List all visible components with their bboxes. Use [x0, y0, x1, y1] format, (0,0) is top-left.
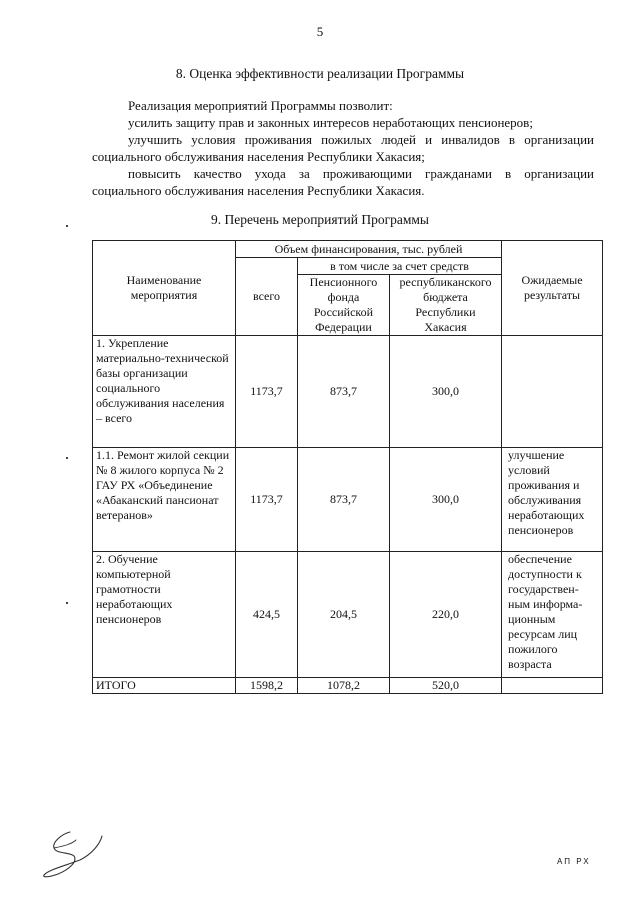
row-name: 2. Обучение компьютерной грамотности неработающих пенсионеров [93, 552, 236, 678]
table-row [93, 448, 603, 552]
row-results: обеспечение доступности к государствен-ным информа-ционным ресурсам лиц пожилого возраста [502, 552, 603, 678]
totals-results [502, 678, 603, 694]
row-total: 1173,7 [236, 448, 298, 552]
header-including: в том числе за счет средств [298, 258, 502, 275]
header-total: всего [236, 258, 298, 336]
row-republic-budget: 220,0 [390, 552, 502, 678]
table-row [93, 552, 603, 678]
totals-pension-fund: 1078,2 [298, 678, 390, 694]
section-8-item-2-cont: социального обслуживания населения Республики Хакасия; [92, 149, 425, 164]
section-8-intro: Реализация мероприятий Программы позволит: [128, 98, 393, 113]
footer-mark: АП РХ [557, 857, 591, 866]
header-name: Наименование мероприятия [93, 241, 236, 336]
row-results [502, 336, 603, 448]
section-8-item-1: усилить защиту прав и законных интересов неработающих пенсионеров; [128, 115, 533, 130]
section-8-item-3-cont: социального обслуживания населения Республики Хакасия. [92, 183, 425, 198]
header-financing: Объем финансирования, тыс. рублей [236, 241, 502, 258]
header-republic-budget: республиканского бюджета Республики Хакасия [390, 275, 502, 336]
section-8-item-3: повысить качество ухода за проживающими гражданами в организации [128, 166, 594, 181]
scan-speck [66, 602, 68, 604]
row-pension-fund: 873,7 [298, 336, 390, 448]
row-total: 424,5 [236, 552, 298, 678]
totals-republic-budget: 520,0 [390, 678, 502, 694]
section-8-title: 8. Оценка эффективности реализации Программы [175, 66, 465, 81]
totals-total: 1598,2 [236, 678, 298, 694]
scan-speck [66, 225, 68, 227]
row-republic-budget: 300,0 [390, 336, 502, 448]
scan-speck [66, 457, 68, 459]
row-total: 1173,7 [236, 336, 298, 448]
section-8-item-2: улучшить условия проживания пожилых людей и инвалидов в организации [128, 132, 594, 147]
row-name: 1.1. Ремонт жилой секции № 8 жилого корпуса № 2 ГАУ РХ «Объединение «Абаканский пансионат ветеранов» [93, 448, 236, 552]
program-measures-table [92, 240, 603, 694]
header-pension-fund: Пенсионного фонда Российской Федерации [298, 275, 390, 336]
totals-row [93, 678, 603, 694]
signature-mark [40, 826, 110, 888]
page-number: 5 [316, 24, 324, 39]
row-pension-fund: 204,5 [298, 552, 390, 678]
table-row [93, 336, 603, 448]
row-republic-budget: 300,0 [390, 448, 502, 552]
row-pension-fund: 873,7 [298, 448, 390, 552]
header-results: Ожидаемые результаты [502, 241, 603, 336]
section-9-title: 9. Перечень мероприятий Программы [210, 212, 430, 227]
totals-label: ИТОГО [93, 678, 236, 694]
row-name: 1. Укрепление материально-технической базы организации социального обслуживания населения – всего [93, 336, 236, 448]
row-results: улучшение условий проживания и обслуживания неработающих пенсионеров [502, 448, 603, 552]
